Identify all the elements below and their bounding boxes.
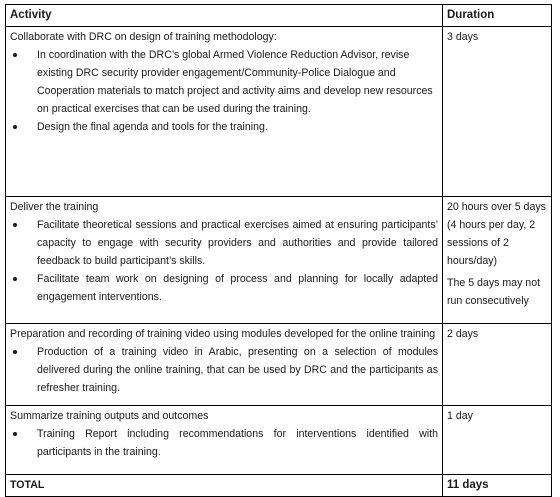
- table-row: [6, 27, 552, 197]
- duration-header: Duration: [443, 5, 552, 27]
- bullet-icon: [13, 350, 17, 354]
- total-label: TOTAL: [6, 475, 443, 497]
- duration-cell: [443, 197, 552, 324]
- bullet-icon: [13, 223, 17, 227]
- bullet-list: [10, 343, 438, 397]
- bullet-text: Facilitate team work on designing of process and planning for locally adapted engagement interventions.: [37, 273, 438, 303]
- activity-cell: [6, 197, 443, 324]
- duration-cell: 3 days: [443, 27, 552, 197]
- activity-cell: [6, 406, 443, 475]
- duration-note: The 5 days may not run consecutively: [447, 277, 541, 307]
- bullet-text: Training Report including recommendations for interventions identified with participants in the training.: [37, 428, 438, 458]
- table-row: [6, 324, 552, 406]
- bullet-text: Production of a training video in Arabic, presenting on a selection of modules delivered during the online training, that can be used by DRC and the participants as refresher training.: [37, 346, 438, 394]
- bullet-text: In coordination with the DRC’s global Armed Violence Reduction Advisor, revise existing DRC security provider engagement/Community-Police Dialogue and Cooperation materials to match project and activity aims and develop new resources on practical exercises that can be used during the training.: [37, 49, 433, 115]
- duration-text: 20 hours over 5 days (4 hours per day, 2 sessions of 2 hours/day): [447, 201, 546, 267]
- bullet-icon: [13, 432, 17, 436]
- bullet-list: [10, 216, 438, 306]
- duration-cell: 1 day: [443, 406, 552, 475]
- activity-cell: [6, 324, 443, 406]
- header-row: [6, 5, 552, 27]
- total-row: [6, 475, 552, 497]
- list-item: [10, 46, 438, 118]
- activity-intro: Collaborate with DRC on design of training methodology:: [10, 31, 277, 43]
- bullet-icon: [13, 125, 17, 129]
- activity-intro: Deliver the training: [10, 201, 99, 213]
- activity-intro: Preparation and recording of training video using modules developed for the online training: [10, 328, 436, 340]
- total-value: 11 days: [443, 475, 552, 497]
- bullet-list: [10, 425, 438, 461]
- bullet-icon: [13, 277, 17, 281]
- activity-cell: [6, 27, 443, 197]
- list-item: [10, 118, 438, 136]
- bullet-list: [10, 46, 438, 136]
- table-row: [6, 197, 552, 324]
- list-item: [10, 425, 438, 461]
- list-item: [10, 216, 438, 270]
- activity-table: [5, 4, 552, 497]
- activity-header: Activity: [6, 5, 443, 27]
- list-item: [10, 270, 438, 306]
- bullet-text: Facilitate theoretical sessions and practical exercises aimed at ensuring participants’ capacity to engage with security providers and authorities and provide tailored feedback to build participant’s skills.: [37, 219, 438, 267]
- bullet-text: Design the final agenda and tools for the training.: [37, 121, 268, 133]
- table-row: [6, 406, 552, 475]
- duration-cell: 2 days: [443, 324, 552, 406]
- bullet-icon: [13, 53, 17, 57]
- list-item: [10, 343, 438, 397]
- activity-intro: Summarize training outputs and outcomes: [10, 410, 209, 422]
